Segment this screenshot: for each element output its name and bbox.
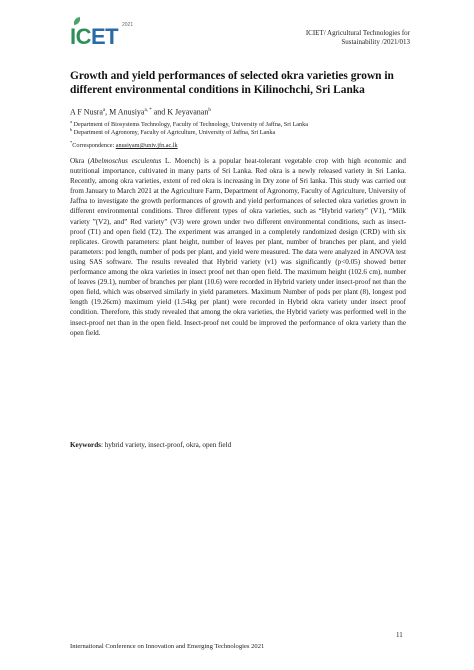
author-3-sup: b <box>208 108 211 113</box>
keywords-text: : hybrid variety, insect-proof, okra, open field <box>100 441 232 449</box>
conference-logo <box>70 22 140 48</box>
abstract: Okra (Abelmoschus esculentus L. Moench) is a popular heat-tolerant vegetable crop with high economic and nutritional importance, cultivated in many parts of Sri Lanka. Red okra is a newly released variety in Sri Lanka. Recently, among okra varieties, extent of red okra is increasing in Dry zone of Sri lanka. This study was carried out from January to March 2021 at the Agriculture Farm, Department of Agronomy, Faculty of Agriculture, University of Jaffna to investigate the growth performances of growth and yield performances of selected okra varieties grown in different environmental conditions. Three different types of okra varieties, such as “Hybrid variety” (V1), “Milk variety ”(V2), and” Red variety” (V3) were grown under two different environmental conditions, such as insect-proof (T1) and open field (T2). The experiment was arranged in a completely randomized design (CRD) with six replicates. Growth parameters: plant height, number of leaves per plant, number of branches per plant, and yield parameters: pod length, number of pods per plant, and yield were measured. The data were analyzed in ANOVA test using SAS software. The results revealed that Hybrid variety (v1) was significantly (p<0.05) showed better performance among the okra varieties in insect proof net than open field. The maximum height (102.6 cm), number of leaves (29.1), number of branches per plant (10.6) were recorded in Hybrid variety under insect-proof net than the open field, which was observed similarly in yield parameters. Maximum Number of pods per plant (8), longest pod length (19.26cm) maximum yield (1.54kg per plant) were recorded in Hybrid okra variety under insect proof condition. Therefore, this study revealed that among the okra varieties, the Hybrid variety was performed well in the insect-proof net than in the open field. Insect-proof net could be improved the performance of okra variety than the open field. <box>70 157 407 337</box>
author-2: M Anusiya <box>109 107 145 117</box>
author-list: A F Nusra$^a$, M Anusiya$^{a, *}$ and K Jeyavanan$^b$ <box>70 107 211 117</box>
journal-line-1: ICIET/ Agricultural Technologies for <box>305 29 410 37</box>
logo-year: 2021 <box>122 22 134 28</box>
paper-title: Growth and yield performances of selected okra varieties grown in different environmental conditions in Kilinochchi, Sri Lanka <box>70 70 394 96</box>
logo-wordmark: ICET <box>70 24 119 49</box>
correspondence-email-link[interactable]: anusiyam@univ.jfn.ac.lk <box>115 142 178 150</box>
author-1: A F Nusra <box>70 107 103 117</box>
correspondence: *Correspondence: anusiyam@univ.jfn.ac.lk <box>70 140 178 150</box>
keywords-label: Keywords <box>70 441 101 449</box>
affiliation-b: $^b$ Department of Agronomy, Faculty of Agriculture, University of Jaffna, Sri Lanka <box>70 127 276 137</box>
affiliation-a: $^a$ Department of Biosystems Technology, Faculty of Technology, University of Jaffna, Sri Lanka <box>70 119 308 129</box>
journal-line-2: Sustainability /2021/013 <box>341 38 410 46</box>
author-1-sup: a <box>102 108 106 113</box>
keywords <box>70 440 406 450</box>
species-name: Abelmoschus esculentus <box>90 157 162 165</box>
page-number: 11 <box>396 631 403 639</box>
conference-footer: International Conference on Innovation and Emerging Technologies 2021 <box>70 643 265 650</box>
journal-reference <box>306 29 410 47</box>
author-2-sup: a, * <box>144 108 152 113</box>
author-3: K Jeyavanan <box>167 107 209 117</box>
